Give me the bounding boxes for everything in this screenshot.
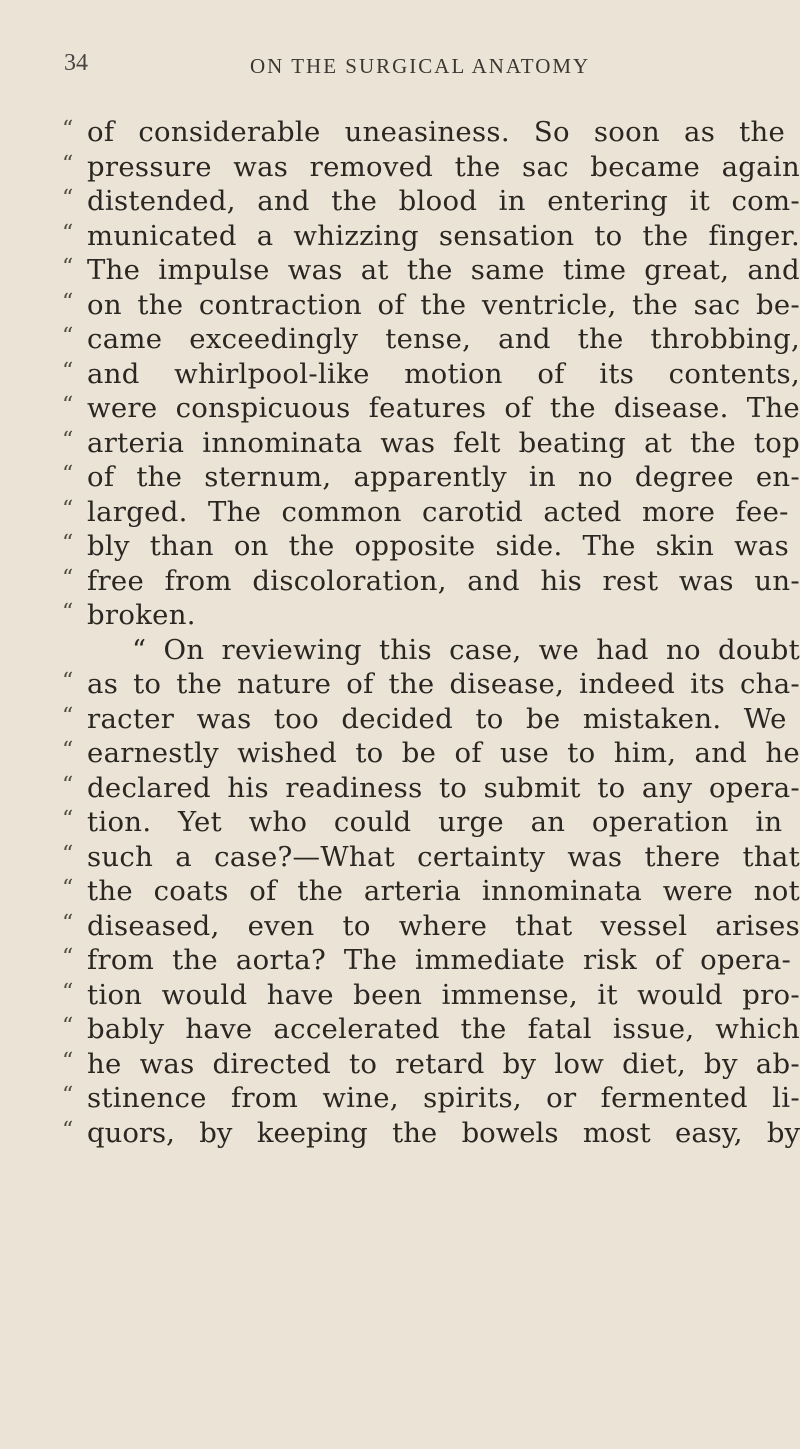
text-line bbox=[62, 426, 800, 461]
line-text: he was directed to retard by low diet, by ab- bbox=[87, 1047, 800, 1080]
quote-mark: “ bbox=[62, 324, 74, 349]
text-line bbox=[62, 253, 800, 288]
text-line bbox=[62, 529, 800, 564]
text-line bbox=[62, 667, 800, 702]
line-text: from the aorta? The immediate risk of opera- bbox=[87, 944, 792, 976]
line-text: the coats of the arteria innominata were not bbox=[87, 875, 800, 907]
text-line bbox=[62, 1116, 800, 1151]
text-line bbox=[62, 736, 800, 771]
quote-mark: “ bbox=[62, 1117, 74, 1143]
text-line bbox=[62, 460, 800, 495]
text-line bbox=[62, 874, 800, 909]
line-text: “ On reviewing this case, we had no doubt bbox=[132, 633, 800, 666]
quote-mark: “ bbox=[62, 496, 74, 522]
text-line bbox=[62, 495, 800, 530]
line-text: and whirlpool-like motion of its contents, bbox=[87, 357, 800, 390]
quote-mark: “ bbox=[62, 669, 74, 694]
text-line bbox=[62, 322, 800, 357]
text-line bbox=[62, 184, 800, 219]
line-text: bably have accelerated the fatal issue, which bbox=[87, 1013, 800, 1045]
text-line bbox=[62, 702, 800, 737]
line-text: on the contraction of the ventricle, the sac be- bbox=[87, 288, 800, 321]
paragraph-first-line bbox=[62, 633, 800, 668]
line-text: municated a whizzing sensation to the finger. bbox=[87, 219, 800, 252]
quote-mark: “ bbox=[62, 1048, 74, 1074]
quote-mark: “ bbox=[62, 462, 74, 487]
text-line bbox=[62, 219, 800, 254]
line-text: distended, and the blood in entering it com- bbox=[87, 185, 800, 217]
text-line bbox=[62, 771, 800, 806]
text-line bbox=[62, 1081, 800, 1116]
text-line bbox=[62, 1012, 800, 1047]
text-line bbox=[62, 943, 800, 978]
quote-mark: “ bbox=[62, 565, 74, 591]
quote-mark: “ bbox=[62, 531, 74, 556]
line-text: such a case?—What certainty was there that bbox=[87, 840, 800, 873]
line-text: The impulse was at the same time great, and bbox=[87, 254, 800, 286]
quote-mark: “ bbox=[62, 979, 74, 1005]
text-line bbox=[62, 150, 800, 185]
text-line bbox=[62, 1047, 800, 1082]
quote-mark: “ bbox=[62, 220, 74, 246]
line-text: bly than on the opposite side. The skin was bbox=[87, 530, 790, 562]
page-number: 34 bbox=[64, 50, 88, 76]
running-head: ON THE SURGICAL ANATOMY bbox=[250, 54, 591, 78]
quote-mark: “ bbox=[62, 807, 74, 832]
quote-mark: “ bbox=[62, 600, 74, 625]
quote-mark: “ bbox=[62, 772, 74, 798]
text-line bbox=[62, 288, 800, 323]
line-text: were conspicuous features of the disease. The bbox=[87, 392, 800, 424]
text-line bbox=[62, 115, 800, 150]
line-text: broken. bbox=[87, 599, 196, 631]
quote-mark: “ bbox=[62, 1083, 74, 1108]
line-text: larged. The common carotid acted more fee- bbox=[87, 495, 789, 528]
text-line bbox=[62, 598, 800, 633]
line-text: tion. Yet who could urge an operation in bbox=[87, 806, 783, 838]
line-text: free from discoloration, and his rest was un- bbox=[87, 564, 800, 597]
quote-mark: “ bbox=[62, 255, 74, 280]
text-line bbox=[62, 391, 800, 426]
line-text: declared his readiness to submit to any opera- bbox=[87, 771, 800, 804]
quote-mark: “ bbox=[62, 1014, 74, 1039]
text-line bbox=[62, 840, 800, 875]
quote-mark: “ bbox=[62, 427, 74, 453]
text-line bbox=[62, 909, 800, 944]
quote-mark: “ bbox=[62, 358, 74, 384]
quote-mark: “ bbox=[62, 738, 74, 763]
line-text: as to the nature of the disease, indeed its cha- bbox=[87, 668, 800, 700]
line-text: of considerable uneasiness. So soon as the bbox=[87, 116, 786, 148]
line-text: tion would have been immense, it would pro- bbox=[87, 978, 800, 1011]
quote-mark: “ bbox=[62, 151, 74, 177]
page-header bbox=[0, 50, 800, 90]
text-line bbox=[62, 357, 800, 392]
quote-mark: “ bbox=[62, 841, 74, 867]
quote-mark: “ bbox=[62, 945, 74, 970]
quote-mark: “ bbox=[62, 289, 74, 315]
quote-mark: “ bbox=[62, 703, 74, 729]
text-line bbox=[62, 564, 800, 599]
line-text: earnestly wished to be of use to him, and he bbox=[87, 737, 800, 769]
line-text: arteria innominata was felt beating at the top bbox=[87, 426, 800, 459]
quote-mark: “ bbox=[62, 910, 74, 936]
line-text: diseased, even to where that vessel arises bbox=[87, 909, 800, 942]
text-line bbox=[62, 978, 800, 1013]
quote-mark: “ bbox=[62, 186, 74, 211]
line-text: of the sternum, apparently in no degree en- bbox=[87, 461, 800, 493]
line-text: racter was too decided to be mistaken. We bbox=[87, 702, 787, 735]
line-text: came exceedingly tense, and the throbbing, bbox=[87, 323, 800, 355]
quote-mark: “ bbox=[62, 393, 74, 418]
quote-mark: “ bbox=[62, 117, 74, 142]
line-text: stinence from wine, spirits, or fermented li- bbox=[87, 1082, 800, 1114]
text-line bbox=[62, 805, 800, 840]
quote-mark: “ bbox=[62, 876, 74, 901]
line-text: pressure was removed the sac became again bbox=[87, 150, 800, 183]
body-text bbox=[62, 115, 800, 1150]
line-text: quors, by keeping the bowels most easy, by bbox=[87, 1116, 800, 1149]
